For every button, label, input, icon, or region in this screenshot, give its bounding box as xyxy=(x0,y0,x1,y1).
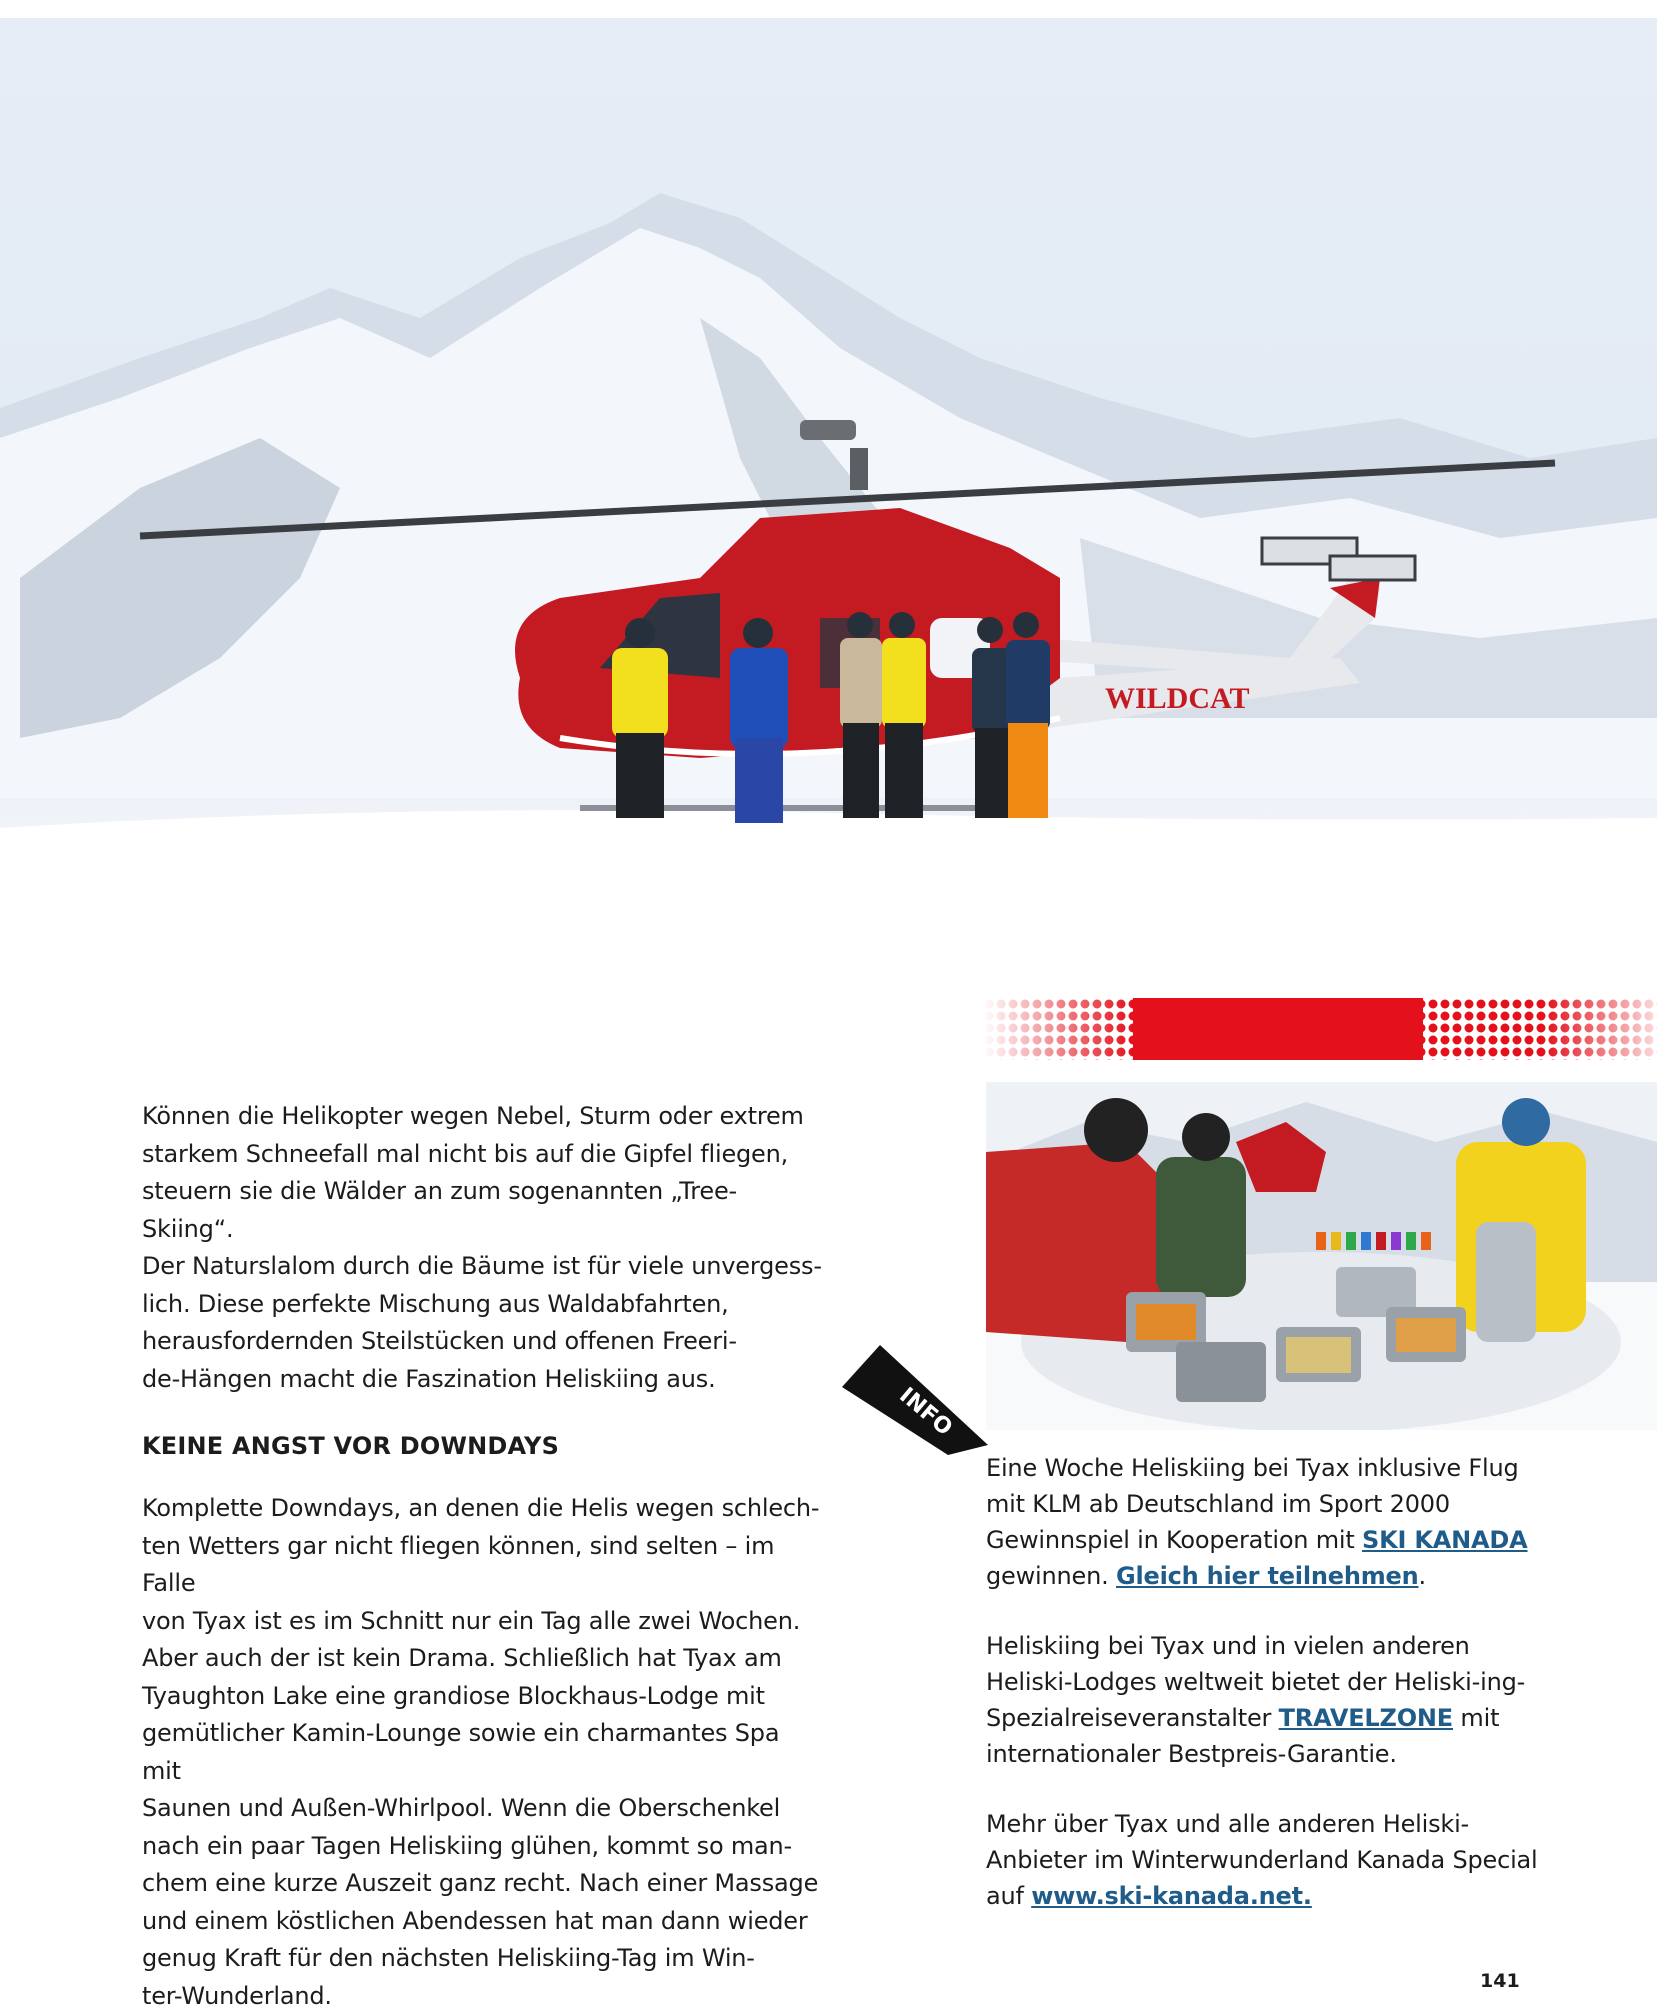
article-column xyxy=(142,1098,822,2015)
travelzone-link[interactable]: TRAVELZONE xyxy=(1278,1704,1453,1732)
article-intro: Können die Helikopter wegen Nebel, Sturm oder extrem starkem Schneefall mal nicht bis auf die Gipfel fliegen, steuern sie die Wälder an zum sogenannten „Tree-Skiing“. Der Naturslalom durch die Bäume ist für viele unvergess- lich. Diese perfekte Mischung aus Waldabfahrten, herausfordernden Steilstücken und offenen Freeri- de-Hängen macht die Faszination Heliskiing aus. xyxy=(142,1102,822,1393)
participate-link[interactable]: Gleich hier teilnehmen xyxy=(1115,1562,1419,1590)
hero-illustration xyxy=(0,18,1657,1003)
info-column xyxy=(986,1450,1546,1948)
info-tag-label: INFO xyxy=(894,1383,957,1442)
info-paragraph-2: Heliskiing bei Tyax und in vielen anderen Heliski-Lodges weltweit bietet der Heliski-ing-Spezialreiseveranstalter TRAVELZONE mit internationaler Bestpreis-Garantie. xyxy=(986,1632,1526,1768)
page-number: 141 xyxy=(1480,1970,1520,1992)
hero-photo xyxy=(0,18,1657,1003)
article-subheading: KEINE ANGST VOR DOWNDAYS xyxy=(142,1432,560,1460)
info-tag xyxy=(842,1345,992,1455)
info-photo xyxy=(986,1082,1657,1430)
helicopter-label: WILDCAT xyxy=(1105,682,1250,715)
info-paragraph-3: Mehr über Tyax und alle anderen Heliski-Anbieter im Winterwunderland Kanada Special auf www.ski-kanada.net. xyxy=(986,1810,1538,1910)
ski-kanada-net-link[interactable]: www.ski-kanada.net. xyxy=(1031,1882,1312,1910)
article-body: Komplette Downdays, an denen die Helis wegen schlech- ten Wetters gar nicht fliegen können, sind selten – im Falle von Tyax ist es im Schnitt nur ein Tag alle zwei Wochen. Aber auch der ist kein Drama. Schließlich hat Tyax am Tyaughton Lake eine grandiose Blockhaus-Lodge mit gemütlicher Kamin-Lounge sowie ein charmantes Spa mit Saunen und Außen-Whirlpool. Wenn die Oberschenkel nach ein paar Tagen Heliskiing glühen, kommt so man- chem eine kurze Auszeit ganz recht. Nach einer Massage und einem köstlichen Abendessen hat man dann wieder genug Kraft für den nächsten Heliskiing-Tag im Win- ter-Wunderland. xyxy=(142,1494,820,2010)
ski-kanada-link[interactable]: SKI KANADA xyxy=(1362,1526,1528,1554)
info-paragraph-1: Eine Woche Heliskiing bei Tyax inklusive Flug mit KLM ab Deutschland im Sport 2000 Gewinnspiel in Kooperation mit SKI KANADA gewinnen. Gleich hier teilnehmen. xyxy=(986,1454,1528,1590)
info-banner xyxy=(983,998,1657,1060)
